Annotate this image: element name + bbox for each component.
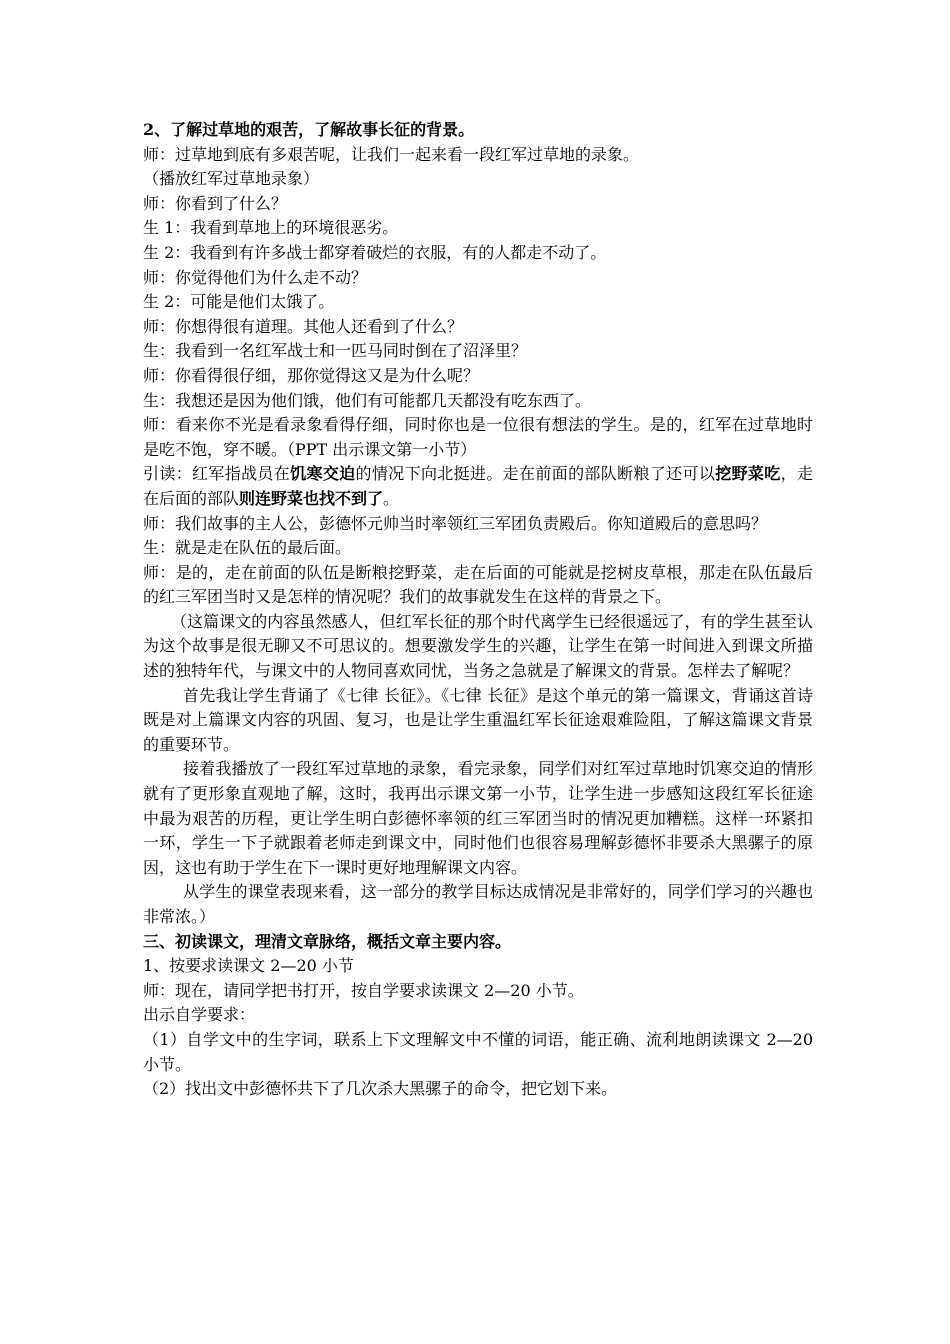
bold-phrase: 则连野菜也找不到了: [239, 488, 384, 508]
teacher-line: 师：你想得很有道理。其他人还看到了什么？: [143, 316, 464, 336]
requirements-label: 出示自学要求：: [143, 1005, 256, 1025]
teacher-paragraph: 师：看来你不光是看录象看得仔细，同时你也是一位很有想法的学生。是的，红军在过草地时是吃不饱，穿不暖。（PPT 出示课文第一小节）: [143, 415, 813, 459]
guided-reading-text: 。: [383, 488, 400, 508]
teacher-paragraph: 师：我们故事的主人公，彭德怀元帅当时率领红三军团负责殿后。你知道殿后的意思吗？: [143, 513, 768, 533]
requirement-item: （1）自学文中的生字词，联系上下文理解文中不懂的词语，能正确、流利地朗读课文 2—20 小节。: [143, 1029, 813, 1074]
reflection-paragraph: 接着我播放了一段红军过草地的录象，看完录象，同学们对红军过草地时饥寒交迫的情形就有了更形象直观地了解，这时，我再出示课文第一小节，让学生进一步感知这段红军长征途中最为艰苦的历程，更让学生明白彭德怀率领的红三军团当时的情况更加糟糕。这样一环紧扣一环，学生一下子就跟着老师走到课文中，同时他们也很容易理解彭德怀非要杀大黑骡子的原因，这也有助于学生在下一课时更好地理解课文内容。: [143, 759, 813, 877]
section-heading-2: 2、了解过草地的艰苦，了解故事长征的背景。: [143, 120, 475, 139]
bold-phrase: 挖野菜吃: [715, 464, 781, 484]
student-line: 生 2：可能是他们太饿了。: [143, 292, 335, 312]
student-line: 生 1：我看到草地上的环境很恶劣。: [143, 218, 399, 238]
teacher-line: 师：你看得很仔细，那你觉得这又是为什么呢？: [143, 365, 480, 385]
guided-reading-text: 的情况下向北挺进。走在前面的部队断粮了还可以: [355, 464, 716, 484]
teacher-line: 师：你觉得他们为什么走不动？: [143, 267, 368, 287]
requirement-item: （2）找出文中彭德怀共下了几次杀大黑骡子的命令，把它划下来。: [143, 1079, 618, 1099]
student-line: 生：我看到一名红军战士和一匹马同时倒在了沼泽里？: [143, 341, 528, 361]
reflection-paragraph: （这篇课文的内容虽然感人，但红军长征的那个时代离学生已经很遥远了，有的学生甚至认为这个故事是很无聊又不可思议的。想要激发学生的兴趣，让学生在第一时间进入到课文所描述的独特年代，与课文中的人物同喜欢同忧，当务之急就是了解课文的背景。怎样去了解呢？: [143, 611, 813, 681]
guided-reading-paragraph: [143, 462, 813, 511]
student-line: 生：就是走在队伍的最后面。: [143, 538, 352, 558]
teacher-paragraph: 师：是的，走在前面的队伍是断粮挖野菜，走在后面的可能就是挖树皮草根，那走在队伍最后的红三军团当时又是怎样的情况呢？我们的故事就发生在这样的背景之下。: [143, 562, 813, 607]
reflection-paragraph: 首先我让学生背诵了《七律 长征》。《七律 长征》是这个单元的第一篇课文，背诵这首诗既是对上篇课文内容的巩固、复习，也是让学生重温红军长征途艰难险阻，了解这篇课文背景的重要环节。: [143, 685, 813, 754]
section-heading-3: 三、初读课文，理清文章脉络，概括文章主要内容。: [143, 931, 512, 951]
student-line: 生：我想还是因为他们饿，他们有可能都几天都没有吃东西了。: [143, 390, 592, 410]
teacher-line: 师：你看到了什么？: [143, 193, 288, 213]
teacher-line: 师：过草地到底有多艰苦呢，让我们一起来看一段红军过草地的录象。: [143, 144, 640, 164]
stage-direction: （播放红军过草地录象）: [143, 169, 320, 189]
student-line: 生 2：我看到有许多战士都穿着破烂的衣服，有的人都走不动了。: [143, 242, 607, 262]
document-body: [143, 118, 813, 1102]
reflection-paragraph: 从学生的课堂表现来看，这一部分的教学目标达成情况是非常好的，同学们学习的兴趣也非常浓。）: [143, 882, 813, 926]
teacher-line: 师：现在，请同学把书打开，按自学要求读课文 2—20 小节。: [143, 980, 584, 1000]
guided-reading-text: ，走在后面的部队: [143, 464, 813, 508]
guided-reading-text: 引读：红军指战员在: [143, 464, 291, 484]
bold-phrase: 饥寒交迫: [290, 464, 356, 484]
step-heading: 1、按要求读课文 2—20 小节: [143, 956, 354, 976]
